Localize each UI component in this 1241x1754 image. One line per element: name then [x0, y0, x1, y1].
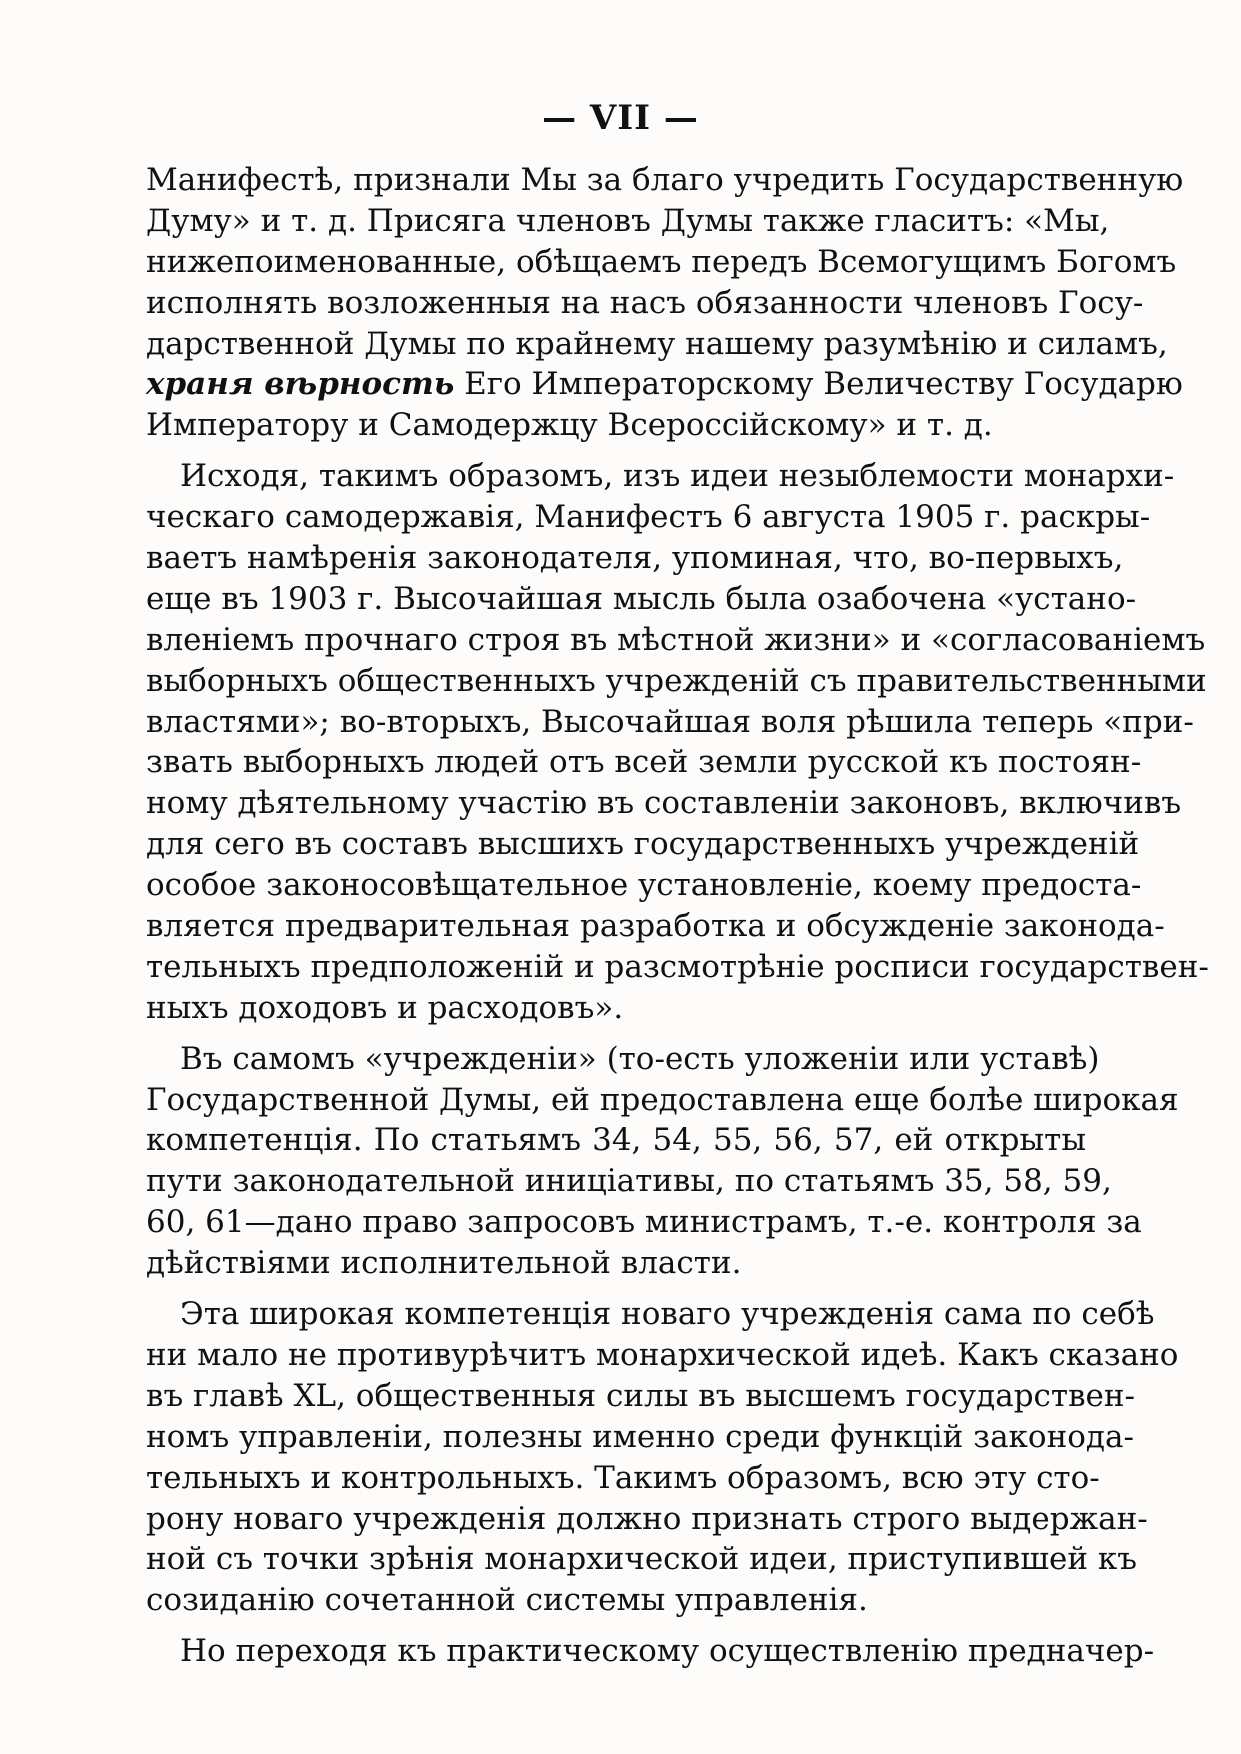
text-line: особое законосовѣщательное установленіе, коему предоста-	[146, 867, 1142, 904]
text-line: созиданію сочетанной системы управленія.	[146, 1582, 868, 1619]
body-text	[146, 160, 1209, 1672]
page-number: — VII —	[542, 98, 699, 138]
text-line: дарственной Думы по крайнему нашему разумѣнію и силамъ,	[146, 325, 1168, 362]
text-line: вленіемъ прочнаго строя въ мѣстной жизни» и «согласованіемъ	[146, 621, 1206, 658]
paragraph-start: Исходя, такимъ образомъ, изъ идеи незыблемости монархи-	[180, 458, 1175, 495]
text-line: звать выборныхъ людей отъ всей земли русской къ постоян-	[146, 744, 1142, 781]
text-line: ныхъ доходовъ и расходовъ».	[146, 989, 624, 1026]
text-line: номъ управленіи, полезны именно среди функцій законода-	[146, 1418, 1134, 1455]
text-line: ной съ точки зрѣнія монархической идеи, приступившей къ	[146, 1541, 1138, 1578]
text-line: пути законодательной иниціативы, по статьямъ 35, 58, 59,	[146, 1163, 1112, 1200]
text-line: ни мало не противурѣчитъ монархической идеѣ. Какъ сказано	[146, 1336, 1179, 1373]
text-line-emphasis	[146, 364, 1183, 405]
text-line: выборныхъ общественныхъ учрежденій съ правительственными	[146, 662, 1207, 699]
text-line: рону новаго учрежденія должно признать строго выдержан-	[146, 1500, 1148, 1537]
text-line: исполнять возложенныя на насъ обязанности членовъ Госу-	[146, 284, 1144, 321]
paragraph-start: Въ самомъ «учрежденіи» (то-есть уложеніи или уставѣ)	[180, 1040, 1100, 1077]
text-line: Думу» и т. д. Присяга членовъ Думы также гласитъ: «Мы,	[146, 202, 1110, 239]
text-line: тельныхъ предположеній и разсмотрѣніе росписи государствен-	[146, 948, 1209, 985]
text-line: Государственной Думы, ей предоставлена еще болѣе широкая	[146, 1081, 1179, 1118]
text-line: ческаго самодержавія, Манифестъ 6 августа 1905 г. раскры-	[146, 499, 1151, 536]
paragraph-start: Эта широкая компетенція новаго учрежденія сама по себѣ	[180, 1296, 1155, 1333]
text-line: еще въ 1903 г. Высочайшая мысль была озабочена «устано-	[146, 580, 1137, 617]
text-line: въ главѣ XL, общественныя силы въ высшемъ государствен-	[146, 1377, 1136, 1414]
text-line: Императору и Самодержцу Всероссійскому» и т. д.	[146, 407, 993, 444]
text-line-rest: Его Императорскому Величеству Государю	[464, 366, 1183, 403]
text-line: ваетъ намѣренія законодателя, упоминая, что, во-первыхъ,	[146, 540, 1124, 577]
paragraph-start: Но переходя къ практическому осуществленію предначер-	[180, 1633, 1155, 1670]
text-line: тельныхъ и контрольныхъ. Такимъ образомъ, всю эту сто-	[146, 1459, 1100, 1496]
text-line: Манифестѣ, признали Мы за благо учредить Государственную	[146, 162, 1184, 198]
text-line: дѣйствіями исполнительной власти.	[146, 1245, 742, 1282]
text-line: вляется предварительная разработка и обсужденіе законода-	[146, 908, 1165, 945]
text-line: для сего въ составъ высшихъ государственныхъ учрежденій	[146, 826, 1140, 863]
text-line: 60, 61—дано право запросовъ министрамъ, т.-е. контроля за	[146, 1204, 1142, 1241]
text-line: ному дѣятельному участію въ составленіи законовъ, включивъ	[146, 785, 1182, 822]
text-line: нижепоименованные, обѣщаемъ передъ Всемогущимъ Богомъ	[146, 243, 1177, 280]
emphasis-text: храня вѣрность	[146, 366, 455, 403]
text-line: компетенція. По статьямъ 34, 54, 55, 56, 57, ей открыты	[146, 1122, 1086, 1159]
text-line: властями»; во-вторыхъ, Высочайшая воля рѣшила теперь «при-	[146, 703, 1194, 740]
